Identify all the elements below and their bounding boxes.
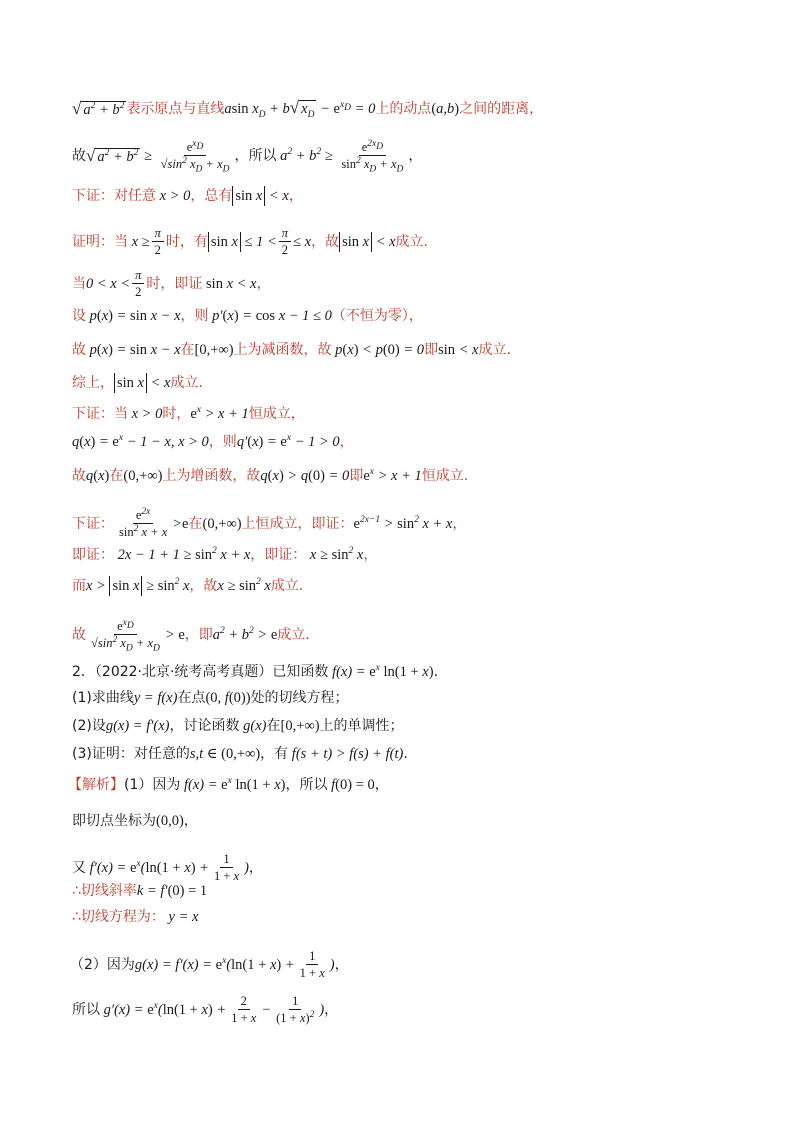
question-2-part-3: (3)证明：对任意的 s,t ∈ (0,+∞) ，有 f(s + t) > f(s) + f(t) . xyxy=(72,746,408,762)
question-2-heading: 2．（2022·北京·统考高考真题）已知函数 $f(x) = e^x$ ln(1 + x) . xyxy=(72,663,439,680)
fraction: $\frac{\pi}{2}$ xyxy=(279,226,291,257)
text: ，即证： xyxy=(250,547,307,563)
text: 恒成立. xyxy=(421,468,469,484)
text: 而 xyxy=(72,578,86,594)
fraction: $\frac{1}{1 + x}$ xyxy=(213,852,240,883)
text: 故 xyxy=(72,626,86,643)
fraction: $\frac{e^{x_D}}{√\sin^2 x_D + x_D}$ xyxy=(91,617,160,654)
text: 时，有 xyxy=(165,233,208,250)
text-line-13: 即证： $2x - 1 + 1 \ge \sin^2 x + x$ ，即证： $x \ge \sin^2 x$ ， xyxy=(72,546,378,563)
text: ，则 xyxy=(208,434,237,450)
text: (1)求曲线 xyxy=(72,690,134,706)
fraction: $\frac{e^{2x}}{\sin^2 x + x}$ xyxy=(119,506,168,539)
text-line-11: 故 q(x) 在 (0,+∞) 上为增函数，故 q(x) > q(0) = 0 即 $e^x > x + 1$ 恒成立. xyxy=(72,467,469,484)
question-2-part-2: (2)设 g(x) = f′(x) ，讨论函数 g(x) 在 [0,+∞) 上的单调性； xyxy=(72,718,404,734)
text: 在点 xyxy=(177,690,206,706)
solution-line-1: 【解析】 (1）因为 $f(x) = e^x$ ln(1 + x) ，所以 f(0) = 0 ， xyxy=(68,776,389,793)
solution-line-5: ∴切线方程为： y = x xyxy=(72,909,199,925)
solution-line-7: 所以 $g'(x) = e^x(\ln(1 + x)$ + $\frac{2}{1 + x}$ − $\frac{1}{(1 + x)^2}$ ) ， xyxy=(72,994,339,1025)
text-line-3: 下证：对任意 x > 0 ，总有 sin x < x ， xyxy=(72,188,303,204)
fraction: $\frac{1}{1 + x}$ xyxy=(299,949,325,980)
fraction: $\frac{\pi}{2}$ xyxy=(132,268,144,299)
text-line-8: 综上， sin x < x 成立. xyxy=(72,375,203,391)
text: ， xyxy=(248,859,263,876)
text: 在 xyxy=(266,718,281,734)
text: 下证：当 xyxy=(72,406,128,422)
text: 时， xyxy=(162,406,191,422)
fraction: $\frac{1}{(1 + x)^2}$ xyxy=(276,994,315,1025)
solution-label: 【解析】 xyxy=(68,777,124,793)
text-line-2: 故 √ $a^2 + b^2$ ≥ $\frac{e^{x_D}}{√\sin^2 x_D + x_D}$ ，所以 $a^2 + b^2$ ≥ $\frac{e^{2x_D}}{\sin^2 x_D + x_D}$ ， xyxy=(72,138,423,175)
text-line-9: 下证：当 x > 0 时， $e^x > x + 1$ 恒成立， xyxy=(72,405,305,422)
text: ，讨论函数 xyxy=(169,718,240,734)
question-2-part-1: (1)求曲线 y = f(x) 在点 (0, f(0)) 处的切线方程； xyxy=(72,690,349,706)
text: 2．（2022·北京·统考高考真题）已知函数 xyxy=(72,664,329,680)
text: ，则 xyxy=(180,308,209,324)
text-line-4: 证明：当 x ≥ $\frac{\pi}{2}$ 时，有 sin x ≤ 1 < $\frac{\pi}{2}$ ≤ x ，故 sin x < x 成立. xyxy=(72,226,428,257)
text: 表示原点与直线 xyxy=(126,101,225,117)
text-line-7: 故 p(x) = sin x − x 在 [0,+∞) 上为减函数，故 p(x) < p(0) = 0 即 sin < x 成立. xyxy=(72,342,511,358)
text: 之间的距离， xyxy=(459,101,544,117)
text: ， xyxy=(183,813,198,829)
text: （不恒为零）， xyxy=(331,308,423,324)
text-line-5: 当 0 < x < $\frac{\pi}{2}$ 时，即证 sin x < x ， xyxy=(72,268,271,299)
text: ，总有 xyxy=(190,188,233,204)
text: 即 xyxy=(424,342,439,358)
text: 综上， xyxy=(72,375,114,391)
text: 当 xyxy=(72,275,86,292)
text: （2）因为 xyxy=(70,956,135,973)
fraction: $\frac{e^{2x_D}}{\sin^2 x_D + x_D}$ xyxy=(341,138,404,175)
text-line-15: 故 $\frac{e^{x_D}}{√\sin^2 x_D + x_D}$ > e ，即 $a^2 + b^2 > e$ 成立. xyxy=(72,617,310,654)
text: ，即 xyxy=(184,626,213,643)
text: ，所以 xyxy=(234,147,277,164)
text: 成立. xyxy=(170,375,203,391)
text: 即 xyxy=(349,468,364,484)
text: (3)证明：对任意的 xyxy=(72,746,190,762)
text: ∴切线斜率 xyxy=(72,883,137,899)
text: ， xyxy=(324,1001,339,1018)
solution-line-6: （2）因为 $g(x) = f'(x) = e^x(\ln(1 + x)$ + $\frac{1}{1 + x}$ ) ， xyxy=(70,949,349,980)
text: 成立. xyxy=(395,233,428,250)
text: ， xyxy=(256,275,271,292)
text: . xyxy=(403,746,408,762)
text: ，所以 xyxy=(285,777,328,793)
text: 即证： xyxy=(72,547,114,563)
text: ，故 xyxy=(189,578,218,594)
text: 上为减函数，故 xyxy=(233,342,332,358)
text: ， xyxy=(363,547,378,563)
fraction: $\frac{\pi}{2}$ xyxy=(152,226,164,257)
text: ， xyxy=(339,434,354,450)
text: 上为增函数，故 xyxy=(162,468,261,484)
math-expr: √ $a^2 + b^2$ xyxy=(72,99,125,118)
text: ， xyxy=(374,777,389,793)
text: 时，即证 xyxy=(146,275,203,292)
text: 成立. xyxy=(478,342,511,358)
text: ∴切线方程为： xyxy=(72,909,165,925)
text: 上的单调性； xyxy=(319,718,404,734)
text: 成立. xyxy=(270,578,304,594)
text: . xyxy=(433,664,439,680)
text-line-14: 而 $x > \sin x \ge \sin^2 x$ ，故 $x \ge \sin^2 x$ 成立. xyxy=(72,577,304,594)
math-expr: (a,b) xyxy=(431,101,460,117)
text: ， xyxy=(452,515,467,532)
solution-line-4: ∴切线斜率 k = f′(0) = 1 xyxy=(72,883,208,899)
text: 上恒成立，即证： xyxy=(241,515,354,532)
text: ，有 xyxy=(260,746,289,762)
text: 在 xyxy=(109,468,124,484)
text: 又 xyxy=(72,859,86,876)
text-line-10: $q(x) = e^x - 1 - x$, x > 0 ，则 $q'(x) = e^x - 1 > 0$ ， xyxy=(72,433,354,450)
text: (2)设 xyxy=(72,718,106,734)
solution-line-3: 又 $f'(x) = e^x(\ln(1 + x)$ + $\frac{1}{1 + x}$ ) ， xyxy=(72,852,263,883)
text: 故 xyxy=(72,468,86,484)
text-line-1 xyxy=(72,99,754,119)
math-expr: √ $a^2 + b^2$ xyxy=(86,145,139,165)
text: 在 xyxy=(180,342,195,358)
solution-line-2: 即切点坐标为 (0,0) ， xyxy=(72,813,198,829)
text: 处的切线方程； xyxy=(250,690,349,706)
text: ，故 xyxy=(311,233,340,250)
text: 在 xyxy=(188,515,203,532)
text-line-12: 下证： $\frac{e^{2x}}{\sin^2 x + x}$ >e 在 (0,+∞) 上恒成立，即证： $e^{2x-1} > \sin^2 x + x$ ， xyxy=(72,506,467,539)
text: 下证： xyxy=(72,515,114,532)
math-expr: asin $x_D + b$ √ $x_D$ − $e^{x_D} = 0$ xyxy=(224,98,376,120)
text: 上的动点 xyxy=(375,101,432,117)
text: ， xyxy=(288,188,303,204)
text: 恒成立， xyxy=(248,406,305,422)
text: 即切点坐标为 xyxy=(72,813,156,829)
text: 成立. xyxy=(277,626,310,643)
text: 故 xyxy=(72,342,86,358)
text: 下证：对任意 xyxy=(72,188,156,204)
fraction: $\frac{e^{x_D}}{√\sin^2 x_D + x_D}$ xyxy=(160,138,230,175)
fraction: $\frac{2}{1 + x}$ xyxy=(231,994,257,1025)
text: 证明：当 xyxy=(72,233,128,250)
text: ， xyxy=(408,147,423,164)
text-line-6: 设 p(x) = sin x − x ，则 p′(x) = cos x − 1 ≤ 0 （不恒为零）， xyxy=(72,308,423,324)
text: 所以 xyxy=(72,1001,100,1018)
text: 设 xyxy=(72,308,86,324)
text: ， xyxy=(334,956,349,973)
text: 故 xyxy=(72,147,86,164)
text: (1）因为 xyxy=(124,777,181,793)
